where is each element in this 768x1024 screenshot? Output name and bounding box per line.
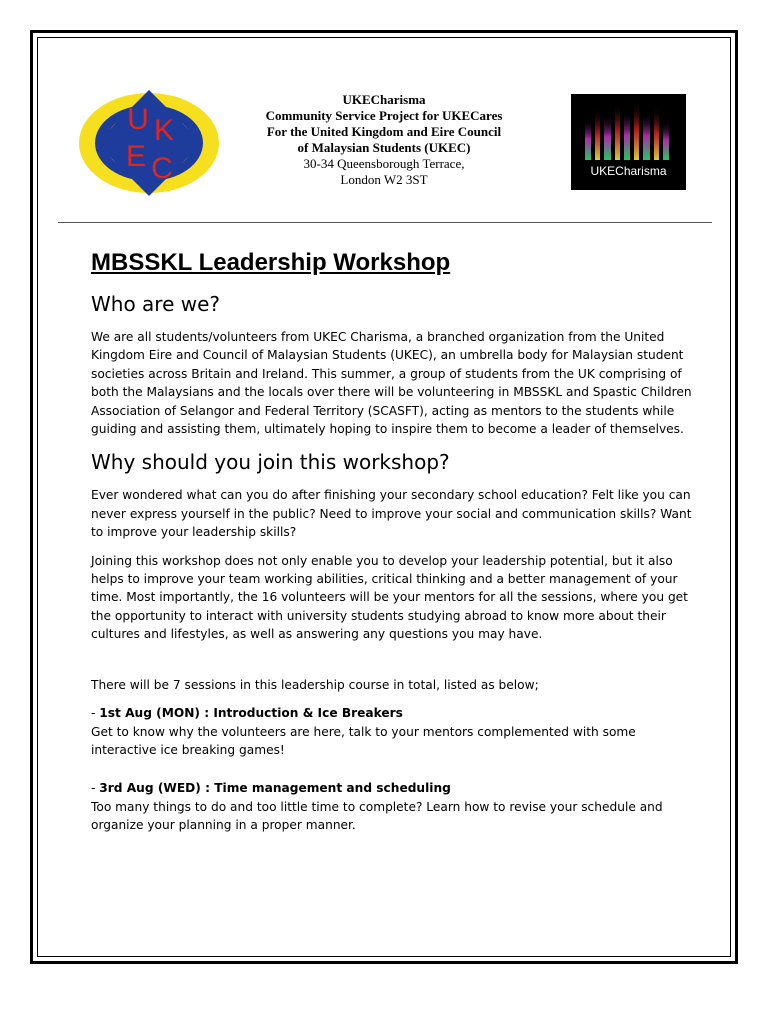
letterhead-line4: of Malaysian Students (UKEC) (297, 140, 471, 155)
letterhead-line3: For the United Kingdom and Eire Council (266, 124, 502, 139)
section-heading-why: Why should you join this workshop? (91, 450, 450, 475)
page-title: MBSSKL Leadership Workshop (91, 249, 451, 276)
logo-letter-e: E (125, 140, 147, 173)
letterhead (230, 92, 538, 188)
ukec-logo (78, 88, 220, 200)
session-description: Too many things to do and too little time to complete? Learn how to revise your schedule and organize your planning in a proper manner. (91, 799, 663, 833)
letterhead-address1: 30-34 Queensborough Terrace, (303, 156, 465, 171)
section-heading-who: Who are we? (91, 292, 221, 316)
section-why-para1: Ever wondered what can you do after finishing your secondary school education? Felt like you can never express yourself in the public? Need to improve your social and communication skills? Want to improve your leadership skills? (91, 488, 692, 540)
letterhead-address2: London W2 3ST (340, 172, 428, 187)
session-dash: - (91, 706, 100, 721)
section-who-body: We are all students/volunteers from UKEC Charisma, a branched organization from the United Kingdom Eire and Council of Malaysian Students (UKEC), an umbrella body for Malaysian student societies across Britain and Ireland. This summer, a group of students from the UK comprising of both the Malaysians and the locals over there will be volunteering in MBSSKL and Spastic Children Association of Selangor and Federal Territory (SCASFT), acting as mentors to the students while guiding and assisting them, ultimately hoping to inspire them to become a leader of themselves. (91, 330, 692, 437)
session-item (91, 704, 701, 722)
session-heading: 3rd Aug (WED) : Time management and scheduling (99, 781, 451, 796)
logo-letter-k: K (153, 114, 175, 147)
session-dash: - (91, 781, 100, 796)
session-item (91, 779, 701, 797)
logo-letter-u: U (127, 103, 149, 136)
ukec-logo-graphic (78, 88, 220, 200)
ukecharisma-logo (571, 94, 686, 190)
session-heading: 1st Aug (MON) : Introduction & Ice Breakers (99, 706, 403, 721)
ukecharisma-logo-text: UKECharisma (590, 164, 667, 178)
logo-letter-c: C (151, 152, 173, 185)
section-why-para2: Joining this workshop does not only enable you to develop your leadership potential, but it also helps to improve your team working abilities, critical thinking and a better management of your time. Most importantly, the 16 volunteers will be your mentors for all the sessions, where you get the opportunity to interact with university students studying abroad to know more about their cultures and lifestyles, as well as answering any questions you may have. (91, 553, 688, 642)
session-description: Get to know why the volunteers are here, talk to your mentors complemented with some interactive ice breaking games! (91, 724, 636, 757)
header-divider (58, 222, 712, 223)
sessions-intro: There will be 7 sessions in this leadership course in total, listed as below; (91, 677, 539, 692)
letterhead-org: UKECharisma (342, 92, 426, 107)
document-body (91, 246, 701, 845)
letterhead-line2: Community Service Project for UKECares (265, 108, 503, 123)
